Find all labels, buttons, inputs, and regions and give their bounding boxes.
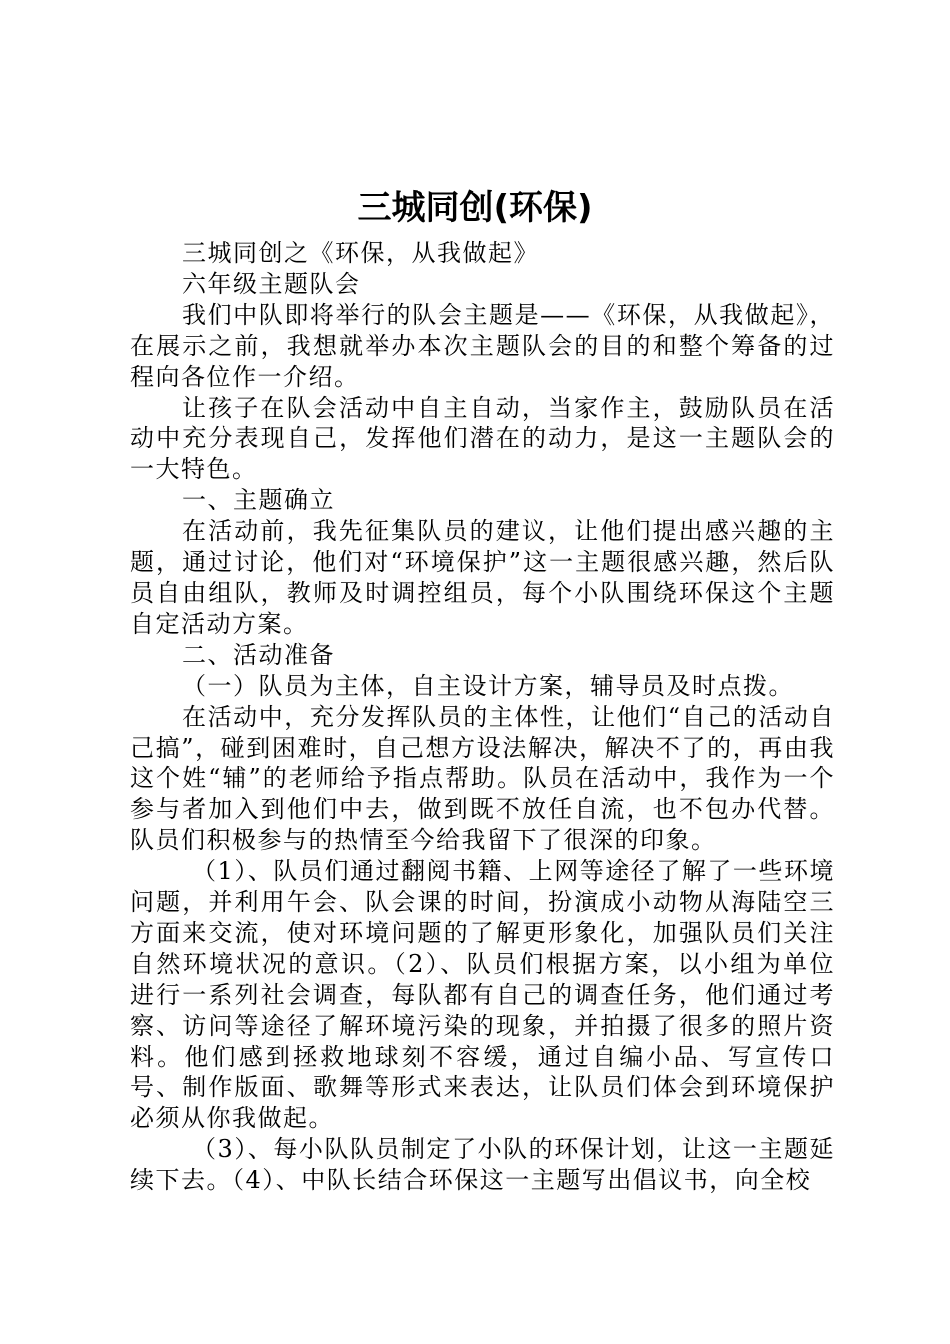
feature-paragraph: 让孩子在队会活动中自主自动，当家作主，鼓励队员在活动中充分表现自己，发挥他们潜在的动力，是这一主题队会的一大特色。 <box>130 393 835 484</box>
section-heading-preparation: 二、活动准备 <box>182 640 335 669</box>
activity-paragraph: 在活动中，充分发挥队员的主体性，让他们“自己的活动自己搞”，碰到困难时，自己想方设法解决，解决不了的，再由我这个姓“辅”的老师给予指点帮助。队员在活动中，我作为一个参与者加入到他们中去，做到既不放任自流，也不包办代替。队员们积极参与的热情至今给我留下了很深的印象。 <box>130 702 835 855</box>
steps-paragraph-1: （1）、队员们通过翻阅书籍、上网等途径了解了一些环境问题，并利用午会、队会课的时间，扮演成小动物从海陆空三方面来交流，使对环境问题的了解更形象化，加强队员们关注自然环境状况的意识。（2）、队员们根据方案，以小组为单位进行一系列社会调查，每队都有自己的调查任务，他们通过考察、访问等途径了解环境污染的现象，并拍摄了很多的照片资料。他们感到拯救地球刻不容缓，通过自编小品、写宣传口号、制作版面、歌舞等形式来表达，让队员们体会到环境保护必须从你我做起。 <box>130 857 835 1133</box>
grade-paragraph: 六年级主题队会 <box>182 269 361 298</box>
document-body <box>130 238 835 1196</box>
subsection-heading: （一）队员为主体，自主设计方案，辅导员及时点拨。 <box>182 671 794 700</box>
document-title: 三城同创(环保) <box>357 188 593 228</box>
steps-paragraph-2: （3）、每小队队员制定了小队的环保计划，让这一主题延续下去。（4）、中队长结合环保这一主题写出倡议书，向全校 <box>130 1135 835 1195</box>
subtitle-paragraph: 三城同创之《环保，从我做起》 <box>182 239 539 267</box>
intro-paragraph: 我们中队即将举行的队会主题是——《环保，从我做起》，在展示之前，我想就举办本次主题队会的目的和整个筹备的过程向各位作一介绍。 <box>130 300 835 391</box>
theme-paragraph: 在活动前，我先征集队员的建议，让他们提出感兴趣的主题，通过讨论，他们对“环境保护”这一主题很感兴趣，然后队员自由组队，教师及时调控组员，每个小队围绕环保这个主题自定活动方案。 <box>130 517 835 638</box>
section-heading-theme: 一、主题确立 <box>182 486 335 515</box>
